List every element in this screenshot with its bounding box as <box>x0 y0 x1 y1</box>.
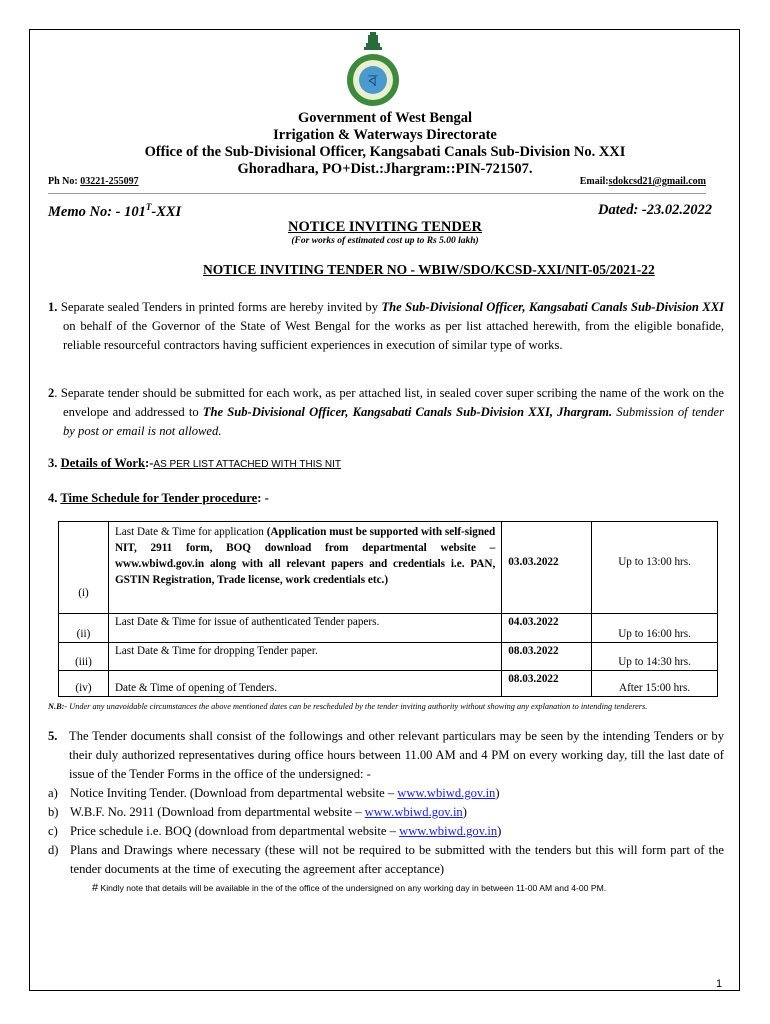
list-item <box>48 822 724 841</box>
list-marker: a) <box>48 786 58 800</box>
west-bengal-emblem-icon <box>344 30 402 110</box>
para3-label: Details of Work <box>60 456 146 470</box>
list-tail: ) <box>497 824 502 838</box>
table-row <box>59 643 718 671</box>
list-marker: c) <box>48 824 58 838</box>
website-link[interactable]: www.wbiwd.gov.in <box>399 824 498 838</box>
paragraph-1 <box>48 298 724 355</box>
row-desc-text: Last Date & Time for dropping Tender paper. <box>114 645 318 657</box>
phone-line <box>48 176 139 187</box>
row-description <box>108 671 501 697</box>
notice-title: NOTICE INVITING TENDER <box>288 219 482 235</box>
row-index: (i) <box>59 522 109 614</box>
list-tail: ) <box>495 786 500 800</box>
availability-note <box>48 879 724 897</box>
memo-date: Dated: -23.02.2022 <box>598 202 712 218</box>
table-row <box>59 522 718 614</box>
list-item <box>48 803 724 822</box>
email-link[interactable]: sdokcsd21@gmail.com <box>608 176 706 187</box>
para3-number: 3. <box>48 456 61 470</box>
header-divider <box>48 193 706 194</box>
header-address: Ghoradhara, PO+Dist.:Jhargram::PIN-721507. <box>237 161 533 177</box>
row-date: 04.03.2022 <box>502 614 592 643</box>
para1-text-b: The Sub-Divisional Officer, Kangsabati Canals Sub-Division XXI <box>381 300 724 314</box>
list-item <box>48 784 724 803</box>
row-date: 08.03.2022 <box>502 643 592 671</box>
para2-text-b: The Sub-Divisional Officer, Kangsabati Canals Sub-Division XXI, Jhargram. <box>202 405 613 419</box>
para1-number: 1. <box>48 300 58 314</box>
nb-label: N.B:- <box>48 702 68 711</box>
list-text: W.B.F. No. 2911 (Download from departmental website – <box>70 805 365 819</box>
para5-text: The Tender documents shall consist of the followings and other relevant particulars may be seen by the intending Tenders or by their duly authorized representatives during office hours between 11.00 AM and 4 PM on every working day, till the last date of issue of the Tender Forms in the office of the undersigned: - <box>69 729 724 781</box>
memo-prefix: Memo No: - 101 <box>48 203 146 220</box>
row-index: (iv) <box>59 671 109 697</box>
para2-text-a: . Separate tender should be submitted for each work, as per attached list, in sealed cover super scribing the name of the work on the envelope and addressed to <box>54 386 724 419</box>
phone-label: Ph No: <box>48 176 81 187</box>
row-desc-text: Last Date & Time for issue of authenticated Tender papers. <box>114 616 380 628</box>
row-desc-text: Last Date & Time for application <box>114 526 267 538</box>
para3-sep: :- <box>145 456 154 470</box>
para4-number: 4. <box>48 491 61 505</box>
website-link[interactable]: www.wbiwd.gov.in <box>397 786 496 800</box>
schedule-table <box>58 521 718 697</box>
paragraph-3 <box>48 456 341 471</box>
list-text: Price schedule i.e. BOQ (download from departmental website – <box>70 824 400 838</box>
row-desc-bold: (Application must be supported with self-signed NIT, 2911 form, BOQ download from departmental website – www.wbiwd.gov.in along with all relevant papers and credentials i.e. PAN, GSTIN Registration, Trade license, work credentials etc.) <box>114 526 496 586</box>
memo-suffix: -XXI <box>151 203 182 220</box>
paragraph-4 <box>48 491 269 506</box>
notice-subtitle: (For works of estimated cost up to Rs 5.00 lakh) <box>291 236 479 246</box>
list-text: Plans and Drawings where necessary (these will not be required to be submitted with the tenders but this will form part of the tender documents at the time of executing the agreement after acceptance) <box>70 843 724 876</box>
nb-note <box>48 701 724 712</box>
header-government: Government of West Bengal <box>297 110 473 126</box>
phone-number: 03221-255097 <box>80 176 139 187</box>
memo-sup: T <box>145 202 152 212</box>
list-marker: d) <box>48 843 59 857</box>
table-row <box>59 614 718 643</box>
para1-text-c: on behalf of the Governor of the State of West Bengal for the works as per list attached herewith, from the eligible bonafide, reliable resourceful contractors having sufficient experiences in execution of similar type of works. <box>63 319 724 352</box>
memo-number <box>48 202 181 221</box>
list-tail: ) <box>462 805 467 819</box>
row-time: After 15:00 hrs. <box>592 671 718 697</box>
paragraph-5 <box>48 727 724 897</box>
row-date: 08.03.2022 <box>502 671 592 697</box>
row-time: Up to 14:30 hrs. <box>592 643 718 671</box>
header-office: Office of the Sub-Divisional Officer, Kangsabati Canals Sub-Division No. XXI <box>144 144 626 160</box>
para4-label: Time Schedule for Tender procedure <box>60 491 258 505</box>
row-description <box>108 614 501 643</box>
row-description <box>108 522 501 614</box>
row-index: (iii) <box>59 643 109 671</box>
para4-sep: : - <box>257 491 269 505</box>
note-mark: # <box>92 882 99 894</box>
list-item <box>48 841 724 879</box>
header-directorate: Irrigation & Waterways Directorate <box>273 127 497 143</box>
row-date: 03.03.2022 <box>502 522 592 614</box>
nit-number: NOTICE INVITING TENDER NO - WBIW/SDO/KCSD-XXI/NIT-05/2021-22 <box>203 262 655 277</box>
para2-number: 2 <box>48 386 55 400</box>
email-line <box>580 176 706 187</box>
website-link[interactable]: www.wbiwd.gov.in <box>364 805 463 819</box>
svg-text:ব: ব <box>368 71 378 90</box>
row-time: Up to 16:00 hrs. <box>592 614 718 643</box>
list-text: Notice Inviting Tender. (Download from departmental website – <box>70 786 398 800</box>
email-label: Email: <box>579 176 609 187</box>
para5-number: 5. <box>48 729 58 743</box>
table-row <box>59 671 718 697</box>
page-number: 1 <box>716 978 723 990</box>
para2-text-c: Submission of tender by post or email is not allowed. <box>63 405 724 438</box>
nb-text: Under any unavoidable circumstances the above mentioned dates can be rescheduled by the tender inviting authority without showing any explanation to intending tenderers. <box>67 702 648 711</box>
row-desc-text: Date & Time of opening of Tenders. <box>114 682 278 694</box>
para1-text-a: Separate sealed Tenders in printed forms are hereby invited by <box>57 300 382 314</box>
row-time: Up to 13:00 hrs. <box>592 522 718 614</box>
row-description <box>108 643 501 671</box>
para3-value: AS PER LIST ATTACHED WITH THIS NIT <box>153 459 342 470</box>
row-index: (ii) <box>59 614 109 643</box>
paragraph-2 <box>48 384 724 441</box>
list-marker: b) <box>48 805 59 819</box>
note-text: Kindly note that details will be available in the of the office of the undersigned on any working day in between 11-00 AM and 4-00 PM. <box>98 883 607 893</box>
